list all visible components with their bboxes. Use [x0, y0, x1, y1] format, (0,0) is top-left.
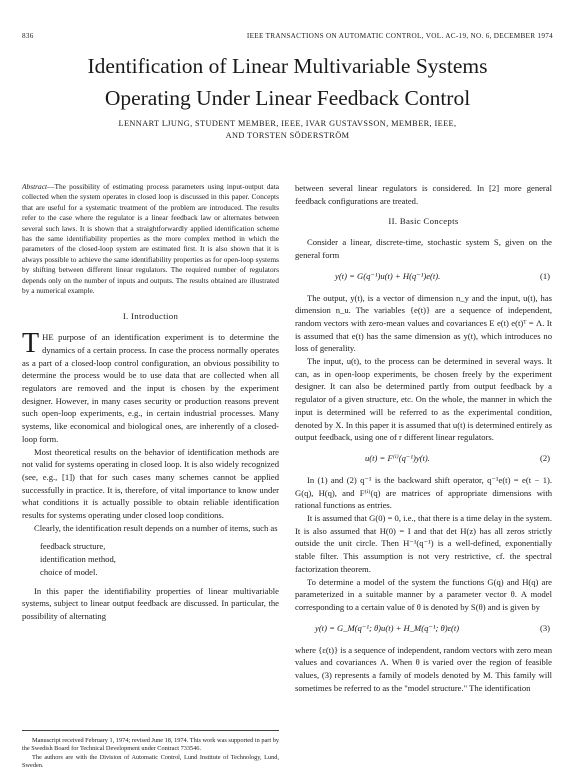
footnote — [22, 730, 279, 770]
equation-2-body: u(t) = F⁽ⁱ⁾(q⁻¹)y(t). — [365, 452, 430, 463]
list-item: choice of model. — [40, 566, 98, 577]
equation-3 — [295, 618, 552, 640]
intro-paragraph-4: In this paper the identifiability properties of linear multivariable systems, subject to linear output feedback are discussed. In particular, the possibility of alternating — [22, 585, 279, 621]
list-item: feedback structure, — [40, 541, 106, 552]
equation-2 — [295, 448, 552, 470]
left-column — [22, 182, 279, 623]
equation-2-number: (2) — [539, 452, 550, 463]
abstract-label: Abstract — [22, 182, 48, 191]
intro-paragraph-3: Clearly, the identification result depends on a number of items, such as — [34, 522, 278, 533]
concepts-paragraph-6: To determine a model of the system the functions G(q) and H(q) are parameterized in a suitable manner by a parameter vector θ. A model corresponding to a certain value of θ is denoted by S(θ) and is given by — [295, 576, 552, 612]
running-header — [22, 32, 553, 44]
right-column — [295, 182, 552, 695]
concepts-paragraph-7: where {ε(t)} is a sequence of independent, random vectors with zero mean values and covariances Λ. When θ is varied over the region of feasible values, (3) represents a family of models denoted by M. This family will sometimes be referred to as the "model structure." The identification — [295, 644, 552, 693]
section-heading-basic-concepts: II. Basic Concepts — [388, 216, 459, 227]
section-heading-introduction: I. Introduction — [122, 311, 179, 322]
abstract-text: —The possibility of estimating process parameters using input-output data collected when the system operates in closed loop is discussed in this paper. Concepts that are useful for a systematic treatment of the problem are introduced. The results refer to the case where the regulator is a linear feedback law or alternates between several such laws. It is shown that a straightforwardly applied identification scheme has the same identifiability properties as the more complex method in which the parameters of the closed-loop system are estimated first. It is also shown that it is always possible to achieve the same identifiability properties as for open-loop systems by shifting between different linear regulators. The required number of regulators depends only on the number of inputs and outputs. The results obtained are illustrated by a numerical example. — [22, 182, 279, 296]
page-number: 836 — [22, 32, 34, 40]
equation-1-number: (1) — [539, 270, 550, 281]
footnote-manuscript: Manuscript received February 1, 1974; revised June 18, 1974. This work was supported in part by the Swedish Board for Technical Development under Contract 733546. — [22, 737, 279, 753]
concepts-paragraph-5: It is assumed that G(0) = 0, i.e., that there is a time delay in the system. It is also assumed that H(0) = I and that det H(z) has all zeros strictly outside the unit circle. Then H⁻¹(q⁻¹) is a well-defined, exponentially stable filter. This assumption is not very restrictive, cf. the spectral factorization theorem. — [295, 513, 552, 574]
running-title: IEEE TRANSACTIONS ON AUTOMATIC CONTROL, VOL. AC-19, NO. 6, DECEMBER 1974 — [246, 32, 553, 40]
equation-1-body: y(t) = G(q⁻¹)u(t) + H(q⁻¹)e(t). — [335, 270, 441, 281]
list-item: identification method, — [40, 554, 116, 565]
equation-3-body: y(t) = G_M(q⁻¹; θ)u(t) + H_M(q⁻¹; θ)ε(t) — [315, 622, 460, 633]
authors-line-1: LENNART LJUNG, STUDENT MEMBER, IEEE, IVAR GUSTAVSSON, MEMBER, IEEE, — [118, 119, 457, 128]
equation-3-number: (3) — [539, 622, 550, 633]
concepts-paragraph-2: The output, y(t), is a vector of dimension n_y and the input, u(t), has dimension n_u. The variables {e(t)} are a sequence of independent, random vectors with zero-mean values and covariances E e(t) e(t)ᵀ = Λ. It is assumed that e(t) has the same dimension as y(t), which introduces no loss of generality. — [295, 292, 552, 354]
title-line-1: Identification of Linear Multivariable Systems — [87, 54, 488, 78]
items-list — [40, 540, 279, 578]
title-line-2: Operating Under Linear Feedback Control — [104, 86, 471, 110]
paper-title — [0, 50, 575, 114]
continued-paragraph: between several linear regulators is considered. In [2] more general feedback configurations are treated. — [295, 183, 552, 206]
intro-paragraph-2: Most theoretical results on the behavior of identification methods are not valid for systems operating in closed loop. It is also widely recognized (see, e.g., [1]) that for such cases many schemes cannot be applied successfully in practice. It is, therefore, of vital importance to know under what conditions it is actually possible to obtain reliable identification results for systems operating under closed loop conditions. — [22, 446, 279, 521]
intro-p1-text: HE purpose of an identification experiment is to determine the dynamics of a certain process. In case the process normally operates as a part of a closed-loop control configuration, an obvious possibility to determine the process would be to use data that are collected when all regulators are removed and the input is chosen by the experiment designer. However, in many cases security or production reasons prevent such open-loop experiments, e.g., in certain industrial processes. Many systems, like economical and biological ones, are inherently of a closed-loop form. — [22, 332, 279, 444]
concepts-paragraph-3: The input, u(t), to the process can be determined in several ways. It can, as in open-loop experiments, be chosen freely by the experiment designer. It can also be determined partly from output feedback by a regulator of a given structure, etc. On the whole, the manner in which the input is determined will be referred to as the experimental condition, denoted by X. In this paper it is assumed that u(t) is determined entirely as output feedback, using one of r different linear regulators. — [295, 356, 552, 443]
equation-1 — [295, 266, 552, 288]
intro-paragraph-1 — [22, 328, 279, 445]
authors-line-2: AND TORSTEN SÖDERSTRÖM — [225, 131, 350, 140]
concepts-paragraph-4: In (1) and (2) q⁻¹ is the backward shift operator, q⁻¹e(t) = e(t − 1). G(q), H(q), and F⁽ⁱ⁾(q) are matrices of appropriate dimensions with rational functions as entries. — [295, 474, 552, 511]
footnote-affiliation: The authors are with the Division of Automatic Control, Lund Institute of Technology, Lund, Sweden. — [22, 753, 279, 769]
concepts-paragraph-1: Consider a linear, discrete-time, stochastic system S, given on the general form — [295, 237, 552, 260]
author-list — [0, 118, 575, 142]
abstract — [22, 182, 279, 296]
drop-cap: T — [22, 328, 40, 360]
